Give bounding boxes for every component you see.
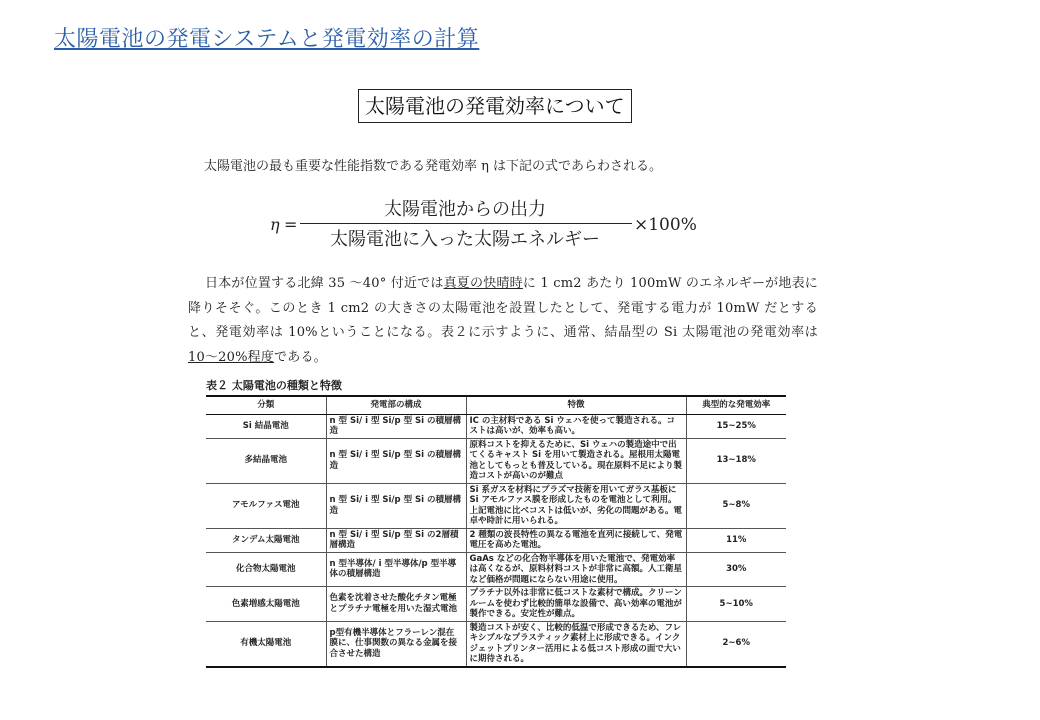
cell-feature: 原料コストを抑えるために、Si ウェハの製造途中で出てくるキャスト Si を用いて製造される。屋根用太陽電池としてもっとも普及している。現在原料不足により製造コストが高いのが難点 <box>466 438 686 483</box>
table-row <box>206 414 786 438</box>
cell-structure: n 型 Si/ i 型 Si/p 型 Si の2層積層構造 <box>326 528 466 552</box>
paragraph-part-1: 日本が位置する北緯 35 〜40° 付近では <box>205 276 444 291</box>
table-caption: 表２ 太陽電池の種類と特徴 <box>206 379 342 392</box>
cell-type: 有機太陽電池 <box>206 621 326 667</box>
cell-efficiency: 30% <box>686 552 786 587</box>
underlined-phrase-summer: 真夏の快晴時 <box>443 276 523 291</box>
cell-feature: プラチナ以外は非常に低コストな素材で構成。クリーンルームを使わず比較的簡単な設備で、高い効率の電池が製作できる。安定性が難点。 <box>466 587 686 622</box>
fraction-bar <box>300 223 632 224</box>
header-category: 分類 <box>206 396 326 414</box>
cell-structure: n 型 Si/ i 型 Si/p 型 Si の積層構造 <box>326 414 466 438</box>
header-efficiency: 典型的な発電効率 <box>686 396 786 414</box>
cell-feature: IC の主材料である Si ウェハを使って製造される。コストは高いが、効率も高い。 <box>466 414 686 438</box>
cell-feature: 2 種類の波長特性の異なる電池を直列に接続して、発電電圧を高めた電池。 <box>466 528 686 552</box>
paragraph-part-3: である。 <box>274 349 327 365</box>
table-row <box>206 438 786 483</box>
cell-structure: 色素を沈着させた酸化チタン電極とプラチナ電極を用いた湿式電池 <box>326 587 466 622</box>
cell-structure: n 型半導体/ i 型半導体/p 型半導体の積層構造 <box>326 552 466 587</box>
cell-efficiency: 2~6% <box>686 621 786 667</box>
formula-symbol: η <box>270 215 280 234</box>
formula-equals: = <box>284 215 298 234</box>
cell-structure: p型有機半導体とフラーレン混在膜に、仕事関数の異なる金属を接合させた構造 <box>326 621 466 667</box>
cell-type: タンデム太陽電池 <box>206 528 326 552</box>
table-row <box>206 483 786 528</box>
cell-efficiency: 5~8% <box>686 483 786 528</box>
page-title-link[interactable]: 太陽電池の発電システムと発電効率の計算 <box>54 27 480 52</box>
table-row <box>206 587 786 622</box>
header-structure: 発電部の構成 <box>326 396 466 414</box>
cell-type: 化合物太陽電池 <box>206 552 326 587</box>
section-title-box: 太陽電池の発電効率について <box>358 89 632 123</box>
intro-text: 太陽電池の最も重要な性能指数である発電効率 η は下記の式であらわされる。 <box>204 159 663 174</box>
cell-efficiency: 5~10% <box>686 587 786 622</box>
formula-multiplier: ×100% <box>634 215 697 235</box>
efficiency-formula <box>270 195 730 255</box>
table-row <box>206 621 786 667</box>
formula-numerator: 太陽電池からの出力 <box>384 199 546 220</box>
formula-denominator: 太陽電池に入った太陽エネルギー <box>330 229 600 250</box>
cell-type: アモルファス電池 <box>206 483 326 528</box>
underlined-phrase-efficiency: 10〜20%程度 <box>188 349 275 365</box>
solar-cell-types-table <box>206 395 786 668</box>
cell-type: 多結晶電池 <box>206 438 326 483</box>
cell-feature: GaAs などの化合物半導体を用いた電池で、発電効率は高くなるが、原料材料コストが非常に高額。人工衛星など価格が問題にならない用途に使用。 <box>466 552 686 587</box>
cell-efficiency: 11% <box>686 528 786 552</box>
cell-feature: Si 系ガスを材料にプラズマ技術を用いてガラス基板に Si アモルファス膜を形成したものを電池として利用。上記電池に比べコストは低いが、劣化の問題がある。電卓や時計に用いられる。 <box>466 483 686 528</box>
header-features: 特徴 <box>466 396 686 414</box>
cell-efficiency: 15~25% <box>686 414 786 438</box>
cell-type: Si 結晶電池 <box>206 414 326 438</box>
cell-feature: 製造コストが安く、比較的低温で形成できるため、フレキシブルなプラスティック素材上に形成できる。インクジェットプリンター活用による低コスト形成の面で大いに期待される。 <box>466 621 686 667</box>
body-paragraph <box>188 272 818 370</box>
table-header-row <box>206 396 786 414</box>
table-row <box>206 552 786 587</box>
cell-type: 色素増感太陽電池 <box>206 587 326 622</box>
cell-efficiency: 13~18% <box>686 438 786 483</box>
cell-structure: n 型 Si/ i 型 Si/p 型 Si の積層構造 <box>326 483 466 528</box>
table-row <box>206 528 786 552</box>
paragraph-part-2: に 1 cm2 あたり 100mW のエネルギーが地表に降りそそぐ。このとき 1 cm2 の大きさの太陽電池を設置したとして、発電する電力が 10mW だとすると、発電効率は 10%ということになる。表２に示すように、通常、結晶型の Si 太陽電池の発電効率は <box>188 276 819 340</box>
cell-structure: n 型 Si/ i 型 Si/p 型 Si の積層構造 <box>326 438 466 483</box>
